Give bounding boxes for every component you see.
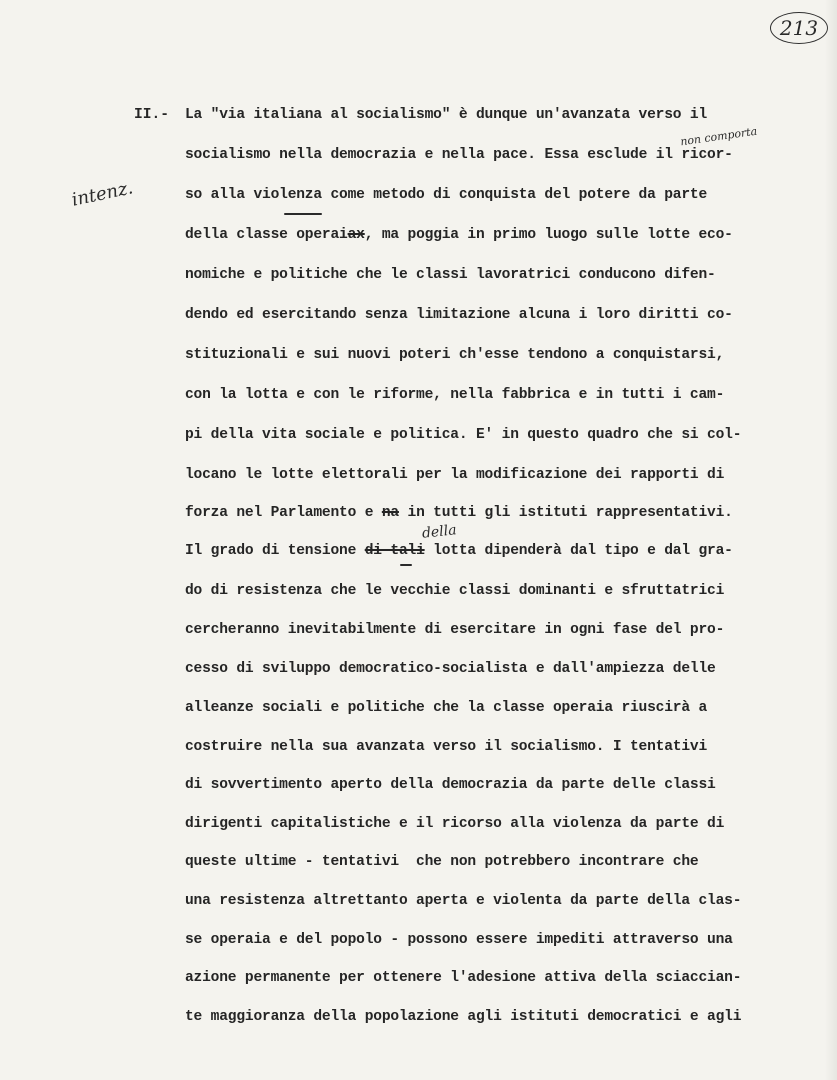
struck-text: di tali	[364, 543, 425, 559]
page-number-circle: 213	[770, 12, 828, 44]
margin-handwritten-note: intenz.	[69, 177, 135, 211]
replaced-phrase: Essa esclude	[544, 147, 648, 163]
text-line: nomiche e politiche che le classi lavoratrici conducono difen-	[185, 267, 716, 283]
text-line: stituzionali e sui nuovi poteri ch'esse tendono a conquistarsi,	[185, 347, 725, 363]
text-line: so alla violenza come metodo di conquista del potere da parte	[185, 187, 708, 203]
struck-text: na	[381, 505, 399, 521]
text-line: costruire nella sua avanzata verso il socialismo. I tentativi	[185, 739, 708, 755]
text-line: do di resistenza che le vecchie classi dominanti e sfruttatrici	[185, 583, 725, 599]
section-number: II.-	[134, 107, 170, 123]
text-line: cercheranno inevitabilmente di esercitare in ogni fase del pro-	[185, 622, 725, 638]
handwritten-insert-della: della	[421, 522, 458, 542]
text-line: forza nel Parlamento e na in tutti gli istituti rappresentativi.	[185, 505, 733, 521]
text-line: una resistenza altrettanto aperta e violenta da parte della clas-	[185, 893, 742, 909]
handwritten-underline-violenza	[284, 213, 322, 215]
handwritten-underline-lotte	[400, 564, 412, 566]
struck-text: ax	[347, 227, 365, 243]
page-edge-shadow	[825, 0, 837, 1080]
text-line: della classe operaiax, ma poggia in primo luogo sulle lotte eco-	[185, 227, 733, 243]
text-line: dendo ed esercitando senza limitazione alcuna i loro diritti co-	[185, 307, 733, 323]
text-line: queste ultime - tentativi che non potrebbero incontrare che	[185, 854, 699, 870]
text-line: Il grado di tensione di tali lotta dipenderà dal tipo e dal gra-	[185, 543, 733, 559]
text-line: se operaia e del popolo - possono essere impediti attraverso una	[185, 932, 733, 948]
handwritten-insert-non-comporta: non comporta	[679, 124, 758, 149]
text-line: azione permanente per ottenere l'adesione attiva della sciaccian-	[185, 970, 742, 986]
text-line: con la lotta e con le riforme, nella fabbrica e in tutti i cam-	[185, 387, 725, 403]
text-line: La "via italiana al socialismo" è dunque un'avanzata verso il	[185, 107, 708, 123]
text-line: dirigenti capitalistiche e il ricorso alla violenza da parte di	[185, 816, 725, 832]
text-line: pi della vita sociale e politica. E' in questo quadro che si col-	[185, 427, 742, 443]
text-line: alleanze sociali e politiche che la classe operaia riuscirà a	[185, 700, 708, 716]
text-line: socialismo nella democrazia e nella pace. Essa esclude il ricor-	[185, 147, 733, 163]
text-line: cesso di sviluppo democratico-socialista e dall'ampiezza delle	[185, 661, 716, 677]
text-line: di sovvertimento aperto della democrazia da parte delle classi	[185, 777, 716, 793]
text-line: locano le lotte elettorali per la modificazione dei rapporti di	[185, 467, 725, 483]
text-line: te maggioranza della popolazione agli istituti democratici e agli	[185, 1009, 742, 1025]
